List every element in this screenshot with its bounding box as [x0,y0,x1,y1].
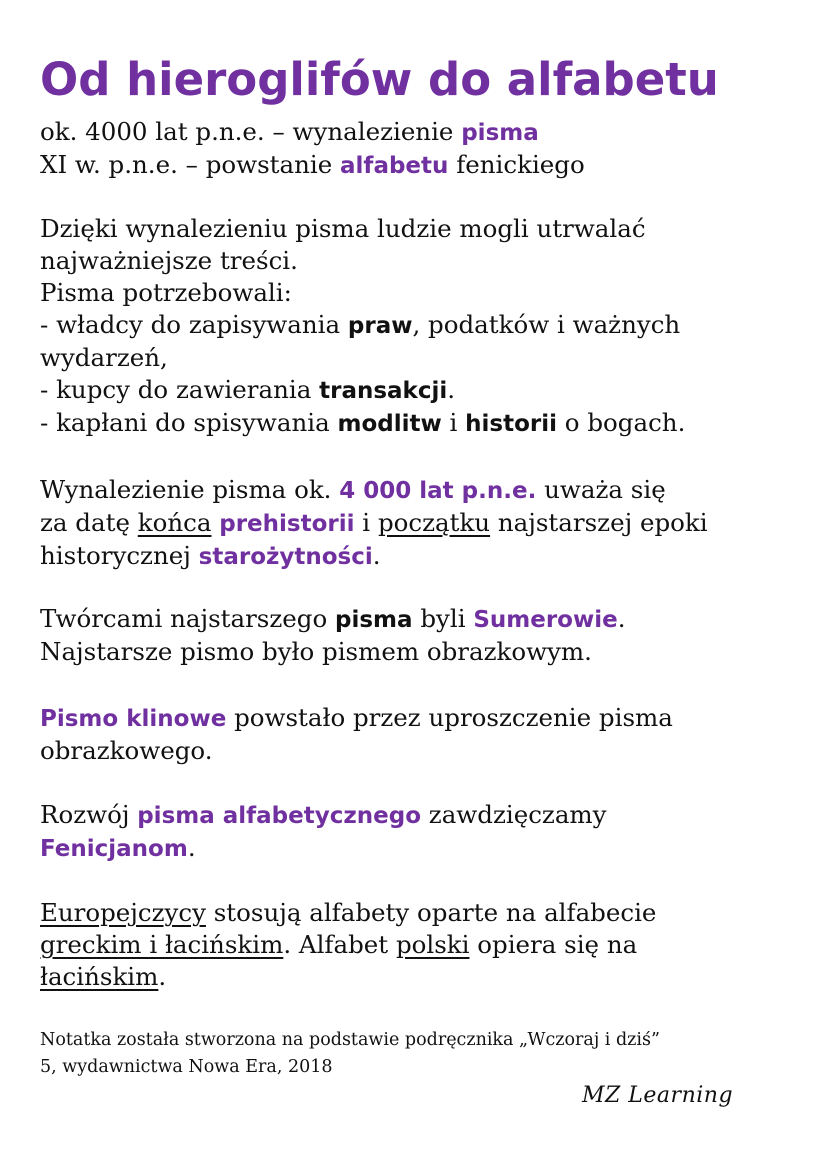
highlight-alphabet: alfabetu [340,153,449,179]
highlight-writing: pisma [461,120,539,146]
page-title: Od hieroglifów do alfabetu [40,53,719,106]
cuneiform-section: Pismo klinowe powstało przez uproszczenie pisma obrazkowego. [40,703,673,765]
sumer-section: Twórcami najstarszego pisma byli Sumerowie. Najstarsze pismo było pismem obrazkowym. [40,604,626,666]
list-item: - kupcy do zawierania transakcji. [40,375,456,404]
epoch-section: Wynalezienie pisma ok. 4 000 lat p.n.e. uważa się za datę końca prehistorii i początku najstarszej epoki historycznej starożytności. [40,475,708,570]
europe-section: Europejczycy stosują alfabety oparte na alfabecie greckim i łacińskim. Alfabet polski opiera się na łacińskim. [40,898,657,991]
phoenicia-section: Rozwój pisma alfabetycznego zawdzięczamy Fenicjanom. [40,800,607,862]
list-item: - kapłani do spisywania modlitw i historii o bogach. [40,408,686,437]
timeline-section [40,116,800,182]
timeline-writing: ok. 4000 lat p.n.e. – wynalezienie pisma [40,117,539,146]
uses-section: Dzięki wynalezieniu pisma ludzie mogli utrwalać najważniejsze treści. Pisma potrzebowali: - władcy do zapisywania praw, podatków i ważnych wydarzeń, - kupcy do zawierania transakcji. - kapłani do spisywania modlitw i historii o bogach. [40,213,800,440]
brand-signature: MZ Learning [582,1083,734,1108]
source-footnote: Notatka została stworzona na podstawie podręcznika „Wczoraj i dziś” 5, wydawnictwa Nowa Era, 2018 [40,1030,660,1077]
list-item: - władcy do zapisywania praw, podatków i ważnych [40,310,681,339]
timeline-alphabet: XI w. p.n.e. – powstanie alfabetu fenickiego [40,150,585,179]
